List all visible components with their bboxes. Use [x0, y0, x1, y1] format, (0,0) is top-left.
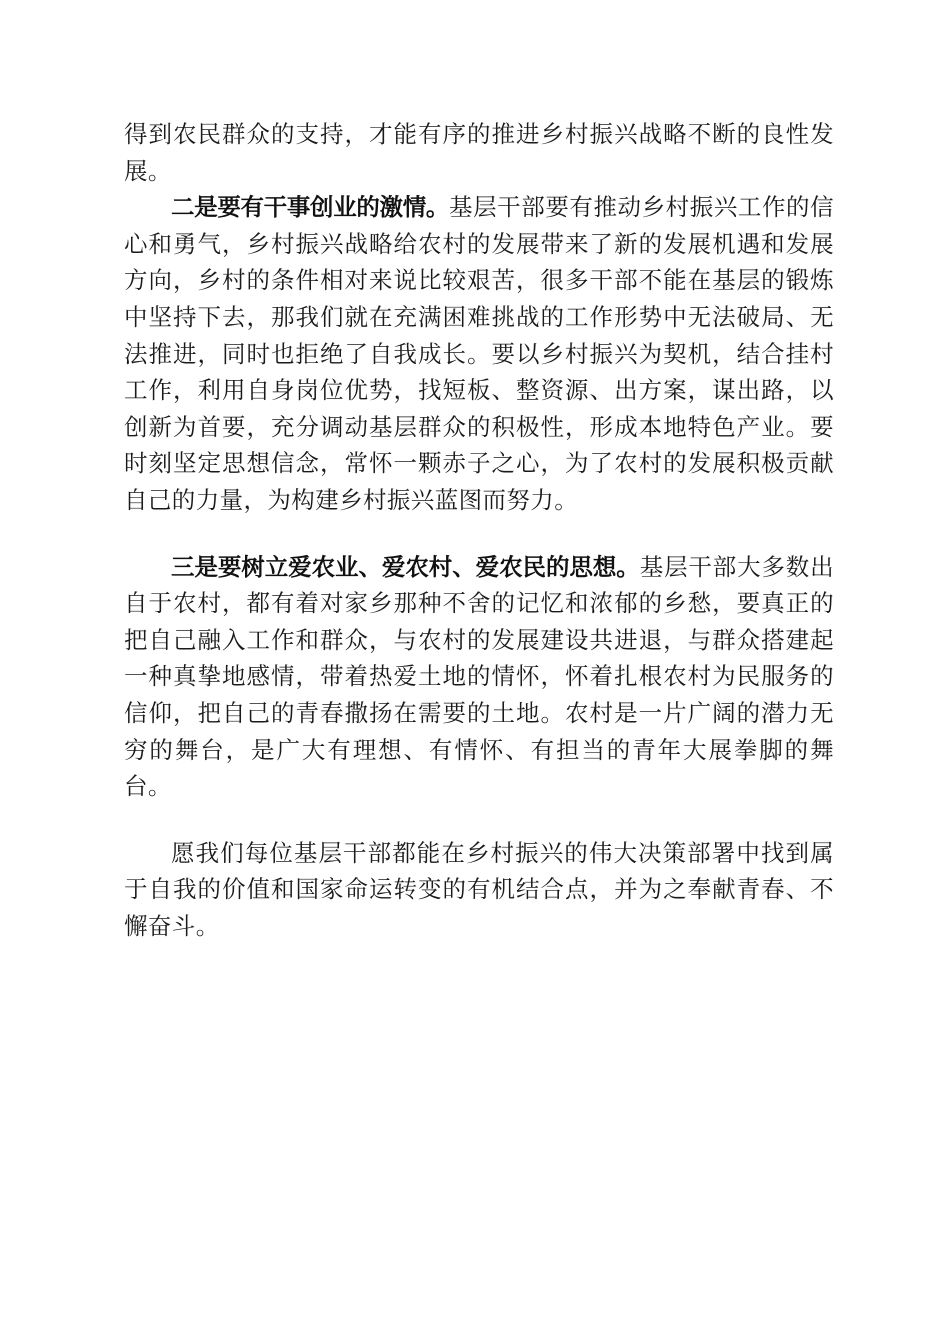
document-body: [124, 116, 834, 944]
paragraph-continuation: [124, 116, 834, 189]
paragraph-lead-heading: 三是要树立爱农业、爱农村、爱农民的思想。: [171, 552, 640, 581]
paragraph-text: 愿我们每位基层干部都能在乡村振兴的伟大决策部署中找到属于自我的价值和国家命运转变的有机结合点，并为之奉献青春、不懈奋斗。: [124, 838, 834, 940]
paragraph-point-three: [124, 549, 834, 805]
paragraph-point-two: [124, 189, 834, 518]
paragraph-lead-heading: 二是要有干事创业的激情。: [171, 193, 450, 222]
paragraph-text: 得到农民群众的支持，才能有序的推进乡村振兴战略不断的良性发展。: [124, 120, 834, 185]
paragraph-text: 基层干部要有推动乡村振兴工作的信心和勇气，乡村振兴战略给农村的发展带来了新的发展机遇和发展方向，乡村的条件相对来说比较艰苦，很多干部不能在基层的锻炼中坚持下去，那我们就在充满困难挑战的工作形势中无法破局、无法推进，同时也拒绝了自我成长。要以乡村振兴为契机，结合挂村工作，利用自身岗位优势，找短板、整资源、出方案，谋出路，以创新为首要，充分调动基层群众的积极性，形成本地特色产业。要时刻坚定思想信念，常怀一颗赤子之心，为了农村的发展积极贡献自己的力量，为构建乡村振兴蓝图而努力。: [124, 193, 834, 514]
paragraph-closing: [124, 835, 834, 945]
paragraph-text: 基层干部大多数出自于农村，都有着对家乡那种不舍的记忆和浓郁的乡愁，要真正的把自己融入工作和群众，与农村的发展建设共进退，与群众搭建起一种真挚地感情，带着热爱土地的情怀，怀着扎根农村为民服务的信仰，把自己的青春撒扬在需要的土地。农村是一片广阔的潜力无穷的舞台，是广大有理想、有情怀、有担当的青年大展拳脚的舞台。: [124, 552, 835, 801]
